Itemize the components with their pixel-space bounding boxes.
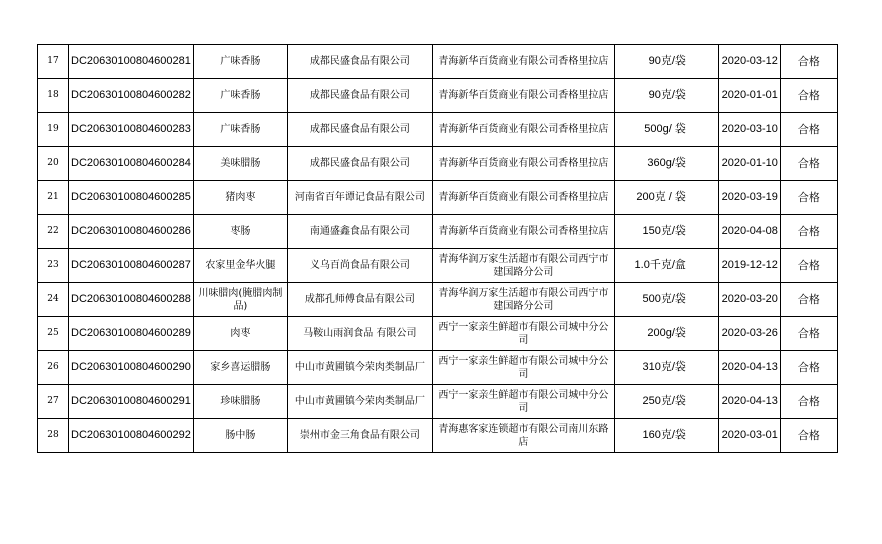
test-result: 合格	[780, 351, 837, 385]
sample-code: DC20630100804600289	[69, 317, 194, 351]
test-result: 合格	[780, 419, 837, 453]
table-row	[38, 351, 838, 385]
manufacturer-name: 中山市黄圃镇今荣肉类制品厂	[287, 351, 432, 385]
specification: 360g/袋	[614, 147, 718, 181]
product-name: 枣肠	[193, 215, 287, 249]
specification: 150克/袋	[614, 215, 718, 249]
specification: 500克/袋	[614, 283, 718, 317]
production-date: 2020-01-01	[718, 79, 780, 113]
table-row	[38, 45, 838, 79]
product-name: 珍味腊肠	[193, 385, 287, 419]
production-date: 2020-03-26	[718, 317, 780, 351]
production-date: 2020-04-08	[718, 215, 780, 249]
seller-name: 西宁一家亲生鲜超市有限公司城中分公司	[432, 317, 614, 351]
product-name: 家乡喜运腊肠	[193, 351, 287, 385]
specification: 90克/袋	[614, 45, 718, 79]
test-result: 合格	[780, 79, 837, 113]
seller-name: 青海新华百货商业有限公司香格里拉店	[432, 215, 614, 249]
manufacturer-name: 成都民盛食品有限公司	[287, 147, 432, 181]
product-name: 农家里金华火腿	[193, 249, 287, 283]
seller-name: 青海惠客家连锁超市有限公司南川东路店	[432, 419, 614, 453]
table-row	[38, 283, 838, 317]
production-date: 2020-03-19	[718, 181, 780, 215]
specification: 1.0千克/盒	[614, 249, 718, 283]
sample-code: DC20630100804600287	[69, 249, 194, 283]
seller-name: 青海新华百货商业有限公司香格里拉店	[432, 113, 614, 147]
product-name: 猪肉枣	[193, 181, 287, 215]
manufacturer-name: 成都民盛食品有限公司	[287, 113, 432, 147]
seller-name: 青海华润万家生活超市有限公司西宁市建国路分公司	[432, 249, 614, 283]
specification: 90克/袋	[614, 79, 718, 113]
row-index: 26	[38, 351, 69, 385]
manufacturer-name: 马鞍山雨润食品 有限公司	[287, 317, 432, 351]
test-result: 合格	[780, 215, 837, 249]
sample-code: DC20630100804600284	[69, 147, 194, 181]
sample-code: DC20630100804600288	[69, 283, 194, 317]
table-row	[38, 181, 838, 215]
specification: 250克/袋	[614, 385, 718, 419]
table-body	[38, 45, 838, 453]
seller-name: 西宁一家亲生鲜超市有限公司城中分公司	[432, 351, 614, 385]
test-result: 合格	[780, 113, 837, 147]
row-index: 28	[38, 419, 69, 453]
specification: 200g/袋	[614, 317, 718, 351]
manufacturer-name: 成都民盛食品有限公司	[287, 45, 432, 79]
row-index: 24	[38, 283, 69, 317]
production-date: 2020-03-01	[718, 419, 780, 453]
seller-name: 青海新华百货商业有限公司香格里拉店	[432, 45, 614, 79]
row-index: 22	[38, 215, 69, 249]
specification: 500g/ 袋	[614, 113, 718, 147]
table-row	[38, 317, 838, 351]
product-name: 肉枣	[193, 317, 287, 351]
product-name: 广味香肠	[193, 79, 287, 113]
test-result: 合格	[780, 283, 837, 317]
seller-name: 青海华润万家生活超市有限公司西宁市建国路分公司	[432, 283, 614, 317]
production-date: 2019-12-12	[718, 249, 780, 283]
test-result: 合格	[780, 45, 837, 79]
specification: 200克 / 袋	[614, 181, 718, 215]
specification: 310克/袋	[614, 351, 718, 385]
production-date: 2020-04-13	[718, 385, 780, 419]
seller-name: 青海新华百货商业有限公司香格里拉店	[432, 79, 614, 113]
sample-code: DC20630100804600281	[69, 45, 194, 79]
manufacturer-name: 成都孔师傅食品有限公司	[287, 283, 432, 317]
sample-code: DC20630100804600290	[69, 351, 194, 385]
production-date: 2020-04-13	[718, 351, 780, 385]
manufacturer-name: 中山市黄圃镇今荣肉类制品厂	[287, 385, 432, 419]
test-result: 合格	[780, 385, 837, 419]
product-name: 美味腊肠	[193, 147, 287, 181]
production-date: 2020-01-10	[718, 147, 780, 181]
sample-code: DC20630100804600292	[69, 419, 194, 453]
sample-code: DC20630100804600283	[69, 113, 194, 147]
product-name: 广味香肠	[193, 45, 287, 79]
table-row	[38, 79, 838, 113]
manufacturer-name: 南通盛鑫食品有限公司	[287, 215, 432, 249]
test-result: 合格	[780, 249, 837, 283]
table-row	[38, 215, 838, 249]
seller-name: 青海新华百货商业有限公司香格里拉店	[432, 181, 614, 215]
sample-code: DC20630100804600291	[69, 385, 194, 419]
sample-code: DC20630100804600285	[69, 181, 194, 215]
table-row	[38, 113, 838, 147]
manufacturer-name: 成都民盛食品有限公司	[287, 79, 432, 113]
row-index: 23	[38, 249, 69, 283]
table-row	[38, 147, 838, 181]
row-index: 27	[38, 385, 69, 419]
row-index: 20	[38, 147, 69, 181]
row-index: 25	[38, 317, 69, 351]
row-index: 17	[38, 45, 69, 79]
production-date: 2020-03-10	[718, 113, 780, 147]
product-name: 肠中肠	[193, 419, 287, 453]
sampling-results-table	[37, 44, 838, 453]
table-row	[38, 419, 838, 453]
row-index: 21	[38, 181, 69, 215]
table-row	[38, 249, 838, 283]
sample-code: DC20630100804600286	[69, 215, 194, 249]
seller-name: 西宁一家亲生鲜超市有限公司城中分公司	[432, 385, 614, 419]
test-result: 合格	[780, 181, 837, 215]
production-date: 2020-03-20	[718, 283, 780, 317]
manufacturer-name: 河南省百年谭记食品有限公司	[287, 181, 432, 215]
specification: 160克/袋	[614, 419, 718, 453]
product-name: 川味腊肉(腌腊肉制品)	[193, 283, 287, 317]
row-index: 18	[38, 79, 69, 113]
test-result: 合格	[780, 317, 837, 351]
sample-code: DC20630100804600282	[69, 79, 194, 113]
test-result: 合格	[780, 147, 837, 181]
production-date: 2020-03-12	[718, 45, 780, 79]
row-index: 19	[38, 113, 69, 147]
manufacturer-name: 义乌百尚食品有限公司	[287, 249, 432, 283]
manufacturer-name: 崇州市金三角食品有限公司	[287, 419, 432, 453]
table-row	[38, 385, 838, 419]
product-name: 广味香肠	[193, 113, 287, 147]
seller-name: 青海新华百货商业有限公司香格里拉店	[432, 147, 614, 181]
